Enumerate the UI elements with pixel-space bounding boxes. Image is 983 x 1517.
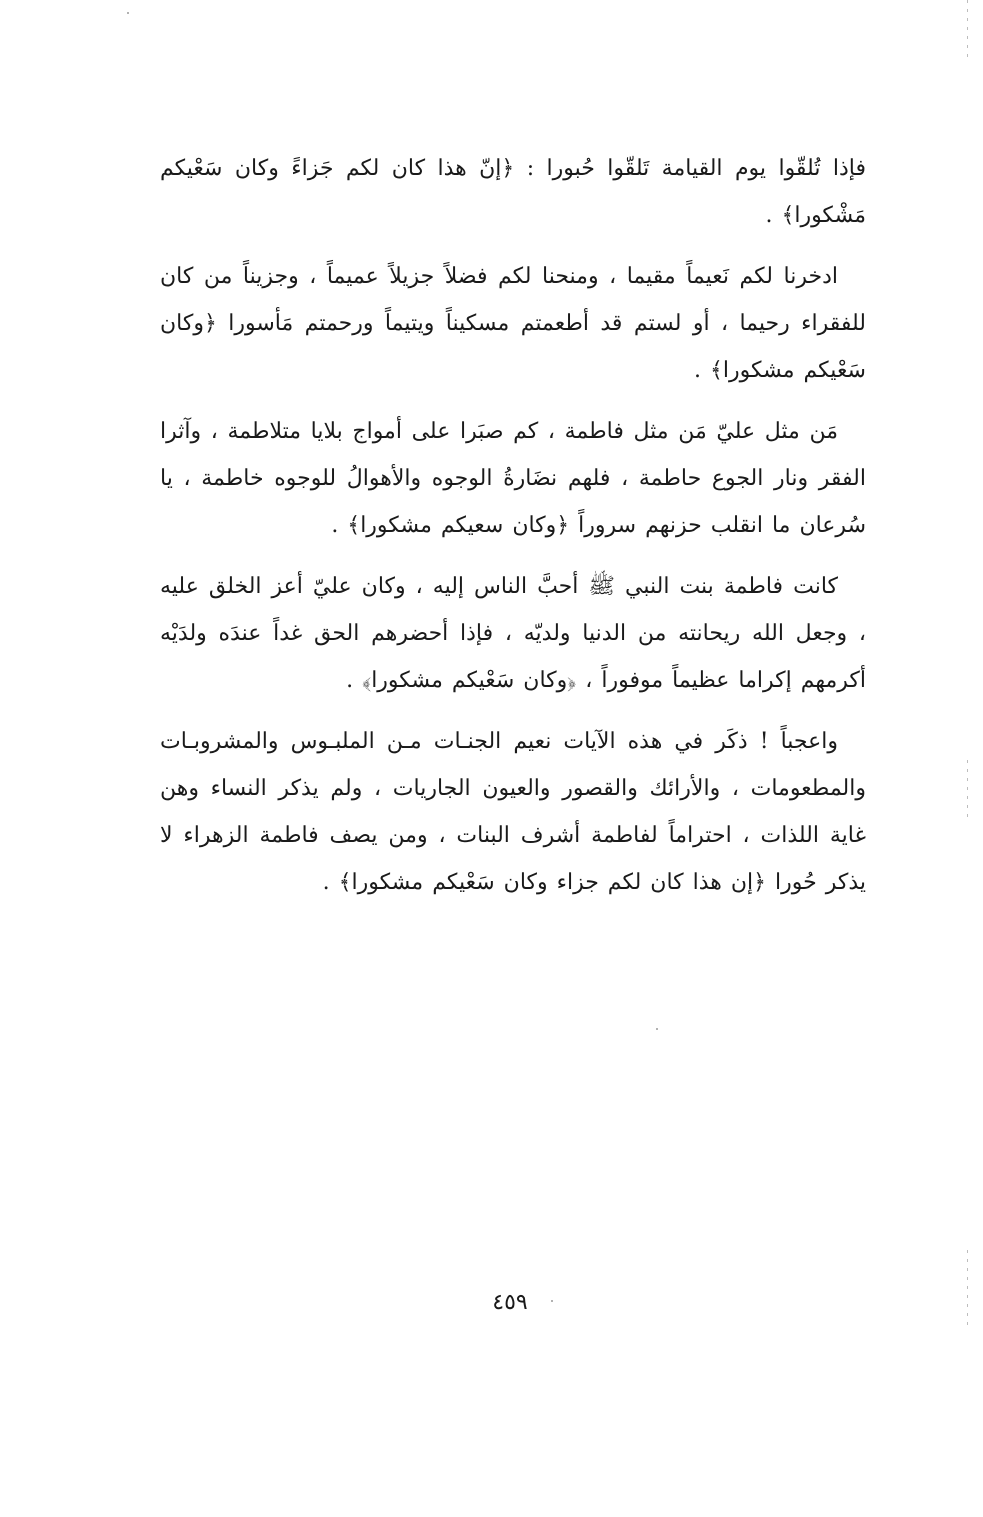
scan-edge-line — [967, 1250, 968, 1330]
scan-edge-line — [967, 760, 968, 820]
scan-speck — [127, 12, 129, 14]
paragraph-1: فإذا تُلقّوا يوم القيامة تَلقّوا حُبورا : ﴿إنّ هذا كان لكم جَزاءً وكان سَعْيكم مَشْكورا﴾ . — [160, 156, 866, 228]
page-number: ٤٥٩ — [492, 1290, 528, 1315]
paragraph-4: كانت فاطمة بنت النبي ﷺ أحبَّ الناس إليه ، وكان عليّ أعز الخلق عليه ، وجعل الله ريحانته من الدنيا ولديّه ، فإذا أحضرهم الحق غداً عندَه ولدَيْه أكرمهم إكراما عظيماً موفوراً ، ﴿وكان سَعْيكم مشكورا﴾ . — [160, 574, 866, 693]
paragraph-3: مَن مثل عليّ مَن مثل فاطمة ، كم صبَرا على أمواج بلايا متلاطمة ، وآثرا الفقر ونار الجوع حاطمة ، فلهم نضَارةُ الوجوه والأهوالُ للوجوه خاطمة ، يا سُرعان ما انقلب حزنهم سروراً ﴿وكان سعيكم مشكورا﴾ . — [160, 419, 866, 538]
body-text — [160, 145, 866, 920]
scan-speck — [551, 1300, 553, 1302]
scan-edge-line — [967, 0, 968, 60]
scan-speck — [656, 1028, 658, 1030]
paragraph-2: ادخرنا لكم نَعيماً مقيما ، ومنحنا لكم فضلاً جزيلاً عميماً ، وجزيناً من كان للفقراء رحيما ، أو لستم قد أطعمتم مسكيناً ويتيماً ورحمتم مَأسورا ﴿وكان سَعْيكم مشكورا﴾ . — [160, 264, 866, 383]
paragraph-5: واعجباً ! ذكَر في هذه الآيات نعيم الجنـات مـن الملبـوس والمشروبـات والمطعومات ، والأرائك والقصور والعيون الجاريات ، ولم يذكر النساء وهن غاية اللذات ، احتراماً لفاطمة أشرف البنات ، ومن يصف فاطمة الزهراء لا يذكر حُورا ﴿إن هذا كان لكم جزاء وكان سَعْيكم مشكورا﴾ . — [160, 729, 866, 895]
